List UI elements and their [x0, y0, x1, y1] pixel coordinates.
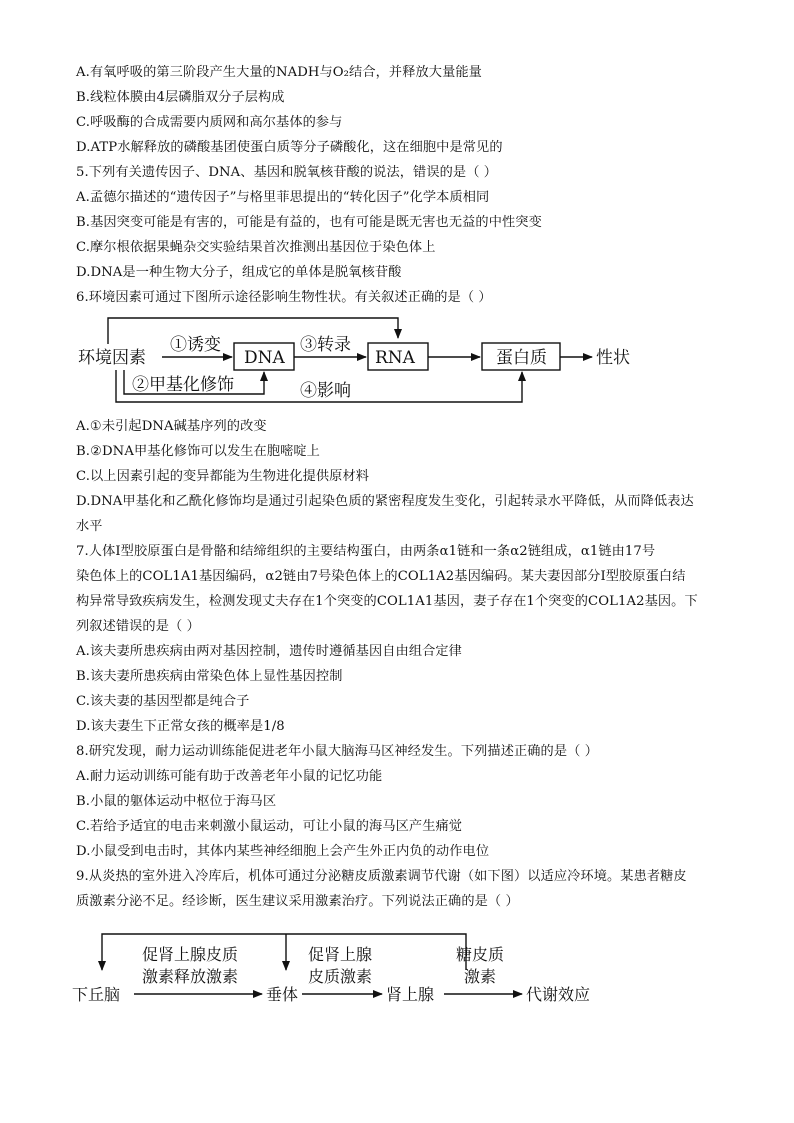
text-line: D.小鼠受到电击时，其体内某些神经细胞上会产生外正内负的动作电位: [76, 844, 490, 859]
question-7: 7.人体Ⅰ型胶原蛋白是骨骼和结缔组织的主要结构蛋白，由两条α1链和一条α2链组成，α1链由17号: [76, 544, 656, 559]
text-line: B.线粒体膜由4层磷脂双分子层构成: [76, 90, 285, 105]
metabolic-effect-label: 代谢效应: [526, 985, 591, 1004]
crh-label-1: 促肾上腺皮质: [142, 945, 239, 964]
rna-label: RNA: [375, 348, 415, 368]
transcription-label: ③转录: [300, 335, 351, 355]
text-line: 构异常导致疾病发生，检测发现丈夫存在1个突变的COL1A1基因，妻子存在1个突变的COL1A2基因。下: [76, 594, 698, 609]
text-line: D.该夫妻生下正常女孩的概率是1/8: [76, 719, 285, 734]
trait-label: 性状: [596, 348, 630, 368]
text-line: A.①未引起DNA碱基序列的改变: [76, 419, 267, 434]
acth-label-2: 皮质激素: [308, 967, 373, 986]
influence-label: ④影响: [300, 381, 351, 401]
text-line: D.DNA甲基化和乙酰化修饰均是通过引起染色质的紧密程度发生变化，引起转录水平降低，从而降低表达: [76, 494, 694, 509]
text-line: B.小鼠的躯体运动中枢位于海马区: [76, 794, 277, 809]
pituitary-label: 垂体: [266, 985, 299, 1004]
text-line: C.该夫妻的基因型都是纯合子: [76, 694, 250, 709]
hypothalamus-label: 下丘脑: [72, 985, 121, 1004]
question-9: 9.从炎热的室外进入冷库后，机体可通过分泌糖皮质激素调节代谢（如下图）以适应冷环境。某患者糖皮: [76, 869, 687, 884]
text-line: B.②DNA甲基化修饰可以发生在胞嘧啶上: [76, 444, 320, 459]
gene-expression-diagram: [0, 308, 794, 410]
text-line: B.该夫妻所患疾病由常染色体上显性基因控制: [76, 669, 343, 684]
text-line: C.以上因素引起的变异都能为生物进化提供原材料: [76, 469, 370, 484]
dna-label: DNA: [244, 348, 285, 368]
text-line: C.呼吸酶的合成需要内质网和高尔基体的参与: [76, 115, 343, 130]
text-line: D.DNA是一种生物大分子，组成它的单体是脱氧核苷酸: [76, 265, 402, 280]
question-8: 8.研究发现，耐力运动训练能促进老年小鼠大脑海马区神经发生。下列描述正确的是（ ）: [76, 744, 598, 759]
adrenal-label: 肾上腺: [386, 985, 435, 1004]
text-line: C.若给予适宜的电击来刺激小鼠运动，可让小鼠的海马区产生痛觉: [76, 819, 463, 834]
text-line: 水平: [76, 519, 103, 534]
glucocorticoid-label-1: 糖皮质: [456, 945, 505, 964]
hormone-regulation-diagram: [0, 926, 794, 1010]
text-line: B.基因突变可能是有害的，可能是有益的，也有可能是既无害也无益的中性突变: [76, 215, 542, 230]
text-line: 列叙述错误的是（ ）: [76, 619, 200, 634]
text-line: 染色体上的COL1A1基因编码，α2链由7号染色体上的COL1A2基因编码。某夫妻因部分Ⅰ型胶原蛋白结: [76, 569, 686, 584]
text-line: A.孟德尔描述的“遗传因子”与格里菲思提出的“转化因子”化学本质相同: [76, 190, 490, 205]
glucocorticoid-label-2: 激素: [464, 967, 497, 986]
acth-label-1: 促肾上腺: [308, 945, 373, 964]
text-line: 质激素分泌不足。经诊断，医生建议采用激素治疗。下列说法正确的是（ ）: [76, 894, 519, 909]
protein-label: 蛋白质: [496, 348, 547, 368]
question-6: 6.环境因素可通过下图所示途径影响生物性状。有关叙述正确的是（ ）: [76, 290, 492, 305]
methylation-label: ②甲基化修饰: [132, 375, 234, 395]
text-line: C.摩尔根依据果蝇杂交实验结果首次推测出基因位于染色体上: [76, 240, 436, 255]
question-5: 5.下列有关遗传因子、DNA、基因和脱氧核苷酸的说法，错误的是（ ）: [76, 165, 498, 180]
text-line: A.耐力运动训练可能有助于改善老年小鼠的记忆功能: [76, 769, 383, 784]
text-line: A.有氧呼吸的第三阶段产生大量的NADH与O₂结合，并释放大量能量: [76, 65, 482, 80]
env-label: 环境因素: [78, 348, 146, 368]
mutation-label: ①诱变: [170, 335, 221, 355]
crh-label-2: 激素释放激素: [142, 967, 239, 986]
text-line: A.该夫妻所患疾病由两对基因控制，遗传时遵循基因自由组合定律: [76, 644, 462, 659]
env-to-rna-arrow: [108, 318, 398, 344]
text-line: D.ATP水解释放的磷酸基团使蛋白质等分子磷酸化，这在细胞中是常见的: [76, 140, 503, 155]
